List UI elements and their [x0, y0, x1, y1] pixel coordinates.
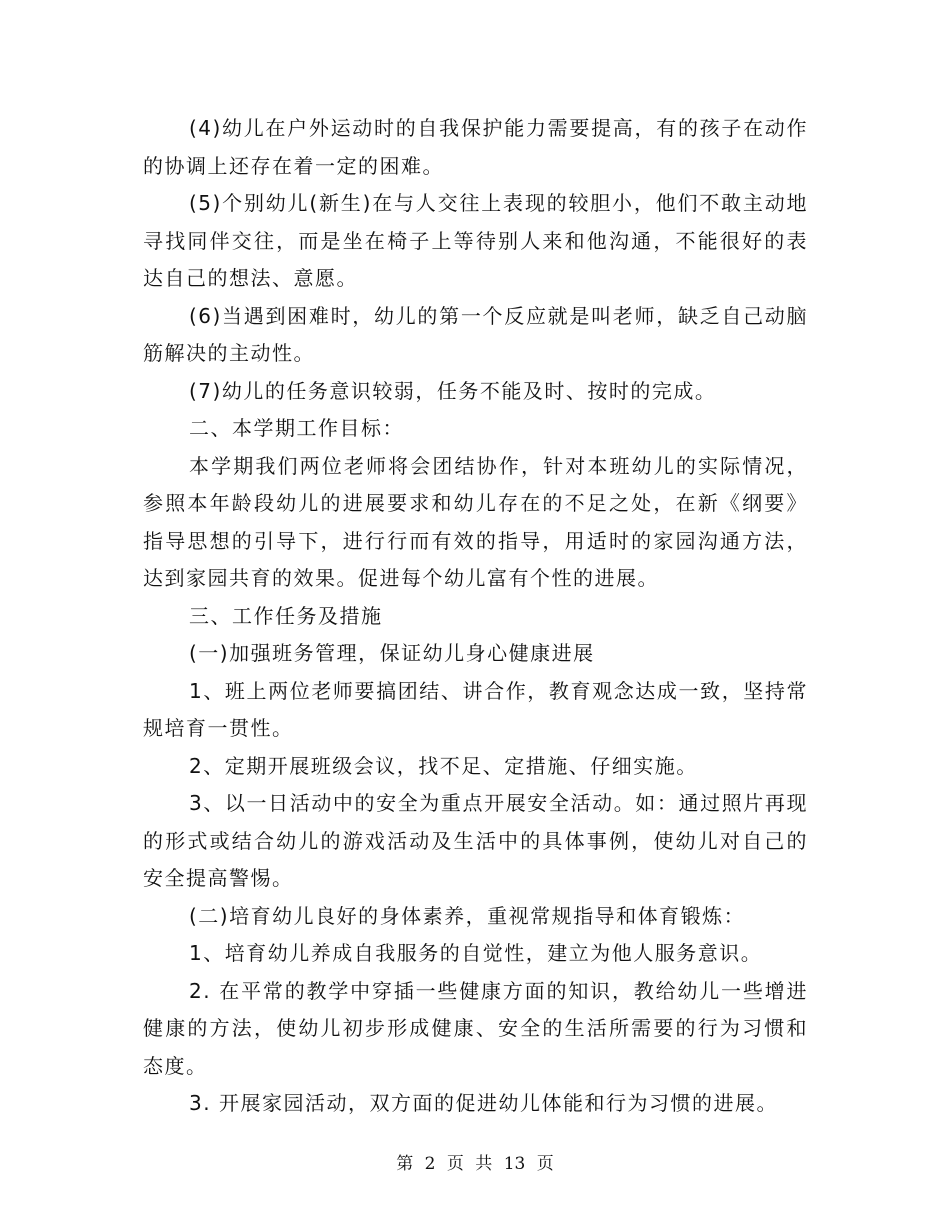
paragraph-item-5: (5)个别幼儿(新生)在与人交往上表现的较胆小，他们不敢主动地寻找同伴交往，而是坐在椅子上等待别人来和他沟通，不能很好的表达自己的想法、意愿。: [143, 191, 808, 290]
list-item-2b: 2. 在平常的教学中穿插一些健康方面的知识，教给幼儿一些增进健康的方法，使幼儿初步形成健康、安全的生活所需要的行为习惯和态度。: [143, 978, 808, 1078]
section-heading-tasks: 三、工作任务及措施: [189, 603, 383, 628]
paragraph-goals: 本学期我们两位老师将会团结协作，针对本班幼儿的实际情况，参照本年龄段幼儿的进展要求和幼儿存在的不足之处，在新《纲要》指导思想的引导下，进行行而有效的指导，用适时的家园沟通方法，达到家园共育的效果。促进每个幼儿富有个性的进展。: [143, 453, 808, 590]
subheading-class-management: (一)加强班务管理，保证幼儿身心健康进展: [189, 641, 595, 665]
list-item-3b: 3. 开展家园活动，双方面的促进幼儿体能和行为习惯的进展。: [189, 1091, 778, 1115]
paragraph-item-6: (6)当遇到困难时，幼儿的第一个反应就是叫老师，缺乏自己动脑筋解决的主动性。: [143, 303, 808, 365]
list-item-1: 1、班上两位老师要搞团结、讲合作，教育观念达成一致，坚持常规培育一贯性。: [143, 678, 808, 740]
document-body: [143, 110, 808, 1123]
section-heading-goals: 二、本学期工作目标：: [189, 416, 404, 440]
paragraph-item-4: (4)幼儿在户外运动时的自我保护能力需要提高，有的孩子在动作的协调上还存在着一定的困难。: [143, 116, 808, 178]
list-item-3: 3、以一日活动中的安全为重点开展安全活动。如：通过照片再现的形式或结合幼儿的游戏活动及生活中的具体事例，使幼儿对自己的安全提高警惕。: [143, 791, 808, 890]
paragraph-item-7: (7)幼儿的任务意识较弱，任务不能及时、按时的完成。: [189, 378, 717, 403]
list-item-1b: 1、培育幼儿养成自我服务的自觉性，建立为他人服务意识。: [189, 941, 763, 965]
list-item-2: 2、定期开展班级会议，找不足、定措施、仔细实施。: [189, 753, 698, 778]
page-number-footer: 第 2 页 共 13 页: [396, 1154, 554, 1174]
subheading-physical-quality: (二)培育幼儿良好的身体素养，重视常规指导和体育锻炼：: [189, 903, 746, 928]
